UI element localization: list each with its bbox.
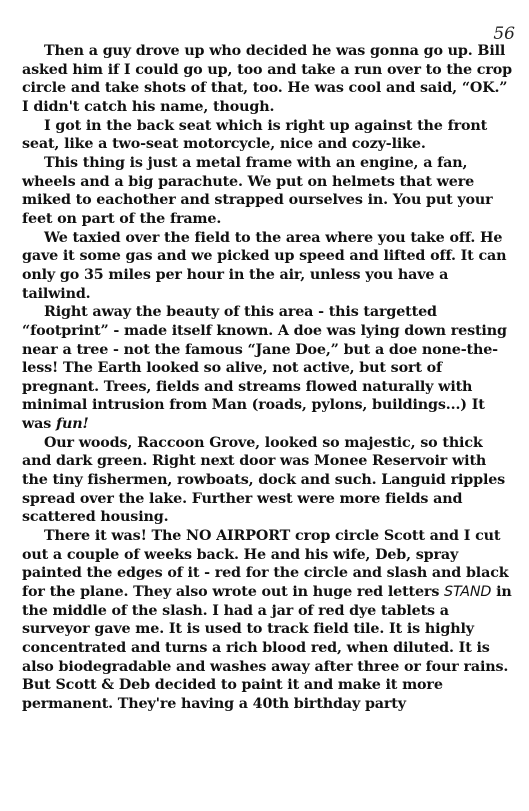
emphasis-stand: STAND [444,584,492,601]
page-number: 56 [493,24,515,44]
paragraph-beauty-of-area [22,303,512,434]
paragraph-metal-frame: This thing is just a metal frame with an engine, a fan, wheels and a big parachute. We put on helmets that were miked to eachother and strapped ourselves in. You put your feet on part of the frame. [22,154,493,227]
paragraph-raccoon-grove: Our woods, Raccoon Grove, looked so majestic, so thick and dark green. Right next door was Monee Reservoir with the tiny fishermen, rowboats, dock and such. Languid ripples spread over the lake. Further west were more fields and scattered housing. [22,434,506,526]
paragraph-takeoff: We taxied over the field to the area where you take off. He gave it some gas and we picked up speed and lifted off. It can only go 35 miles per hour in the air, unless you have a tailwind. [22,229,507,302]
body-text [22,42,512,714]
paragraph-circle-tail: in the middle of the slash. I had a jar of red dye tablets a surveyor gave me. It is used to track field tile. It is highly concentrated and turns a rich blood red, when diluted. It is also biodegradable and washes away after three or four rains. But Scott & Deb decided to paint it and make it more permanent. They're having a 40th birthday party [22,584,512,712]
paragraph-no-airport-circle [22,527,512,714]
paragraph-back-seat: I got in the back seat which is right up against the front seat, like a two-seat motorcycle, nice and cozy-like. [22,117,488,153]
paragraph-helper-arrives: Then a guy drove up who decided he was gonna go up. Bill asked him if I could go up, too and take a run over to the crop circle and take shots of that, too. He was cool and said, “OK.” I didn't catch his name, though. [22,43,512,115]
emphasis-fun: fun! [56,416,89,433]
paragraph-beauty-text: Right away the beauty of this area - this targetted “footprint” - made itself known. A doe was lying down resting near a tree - not the famous “Jane Doe,” but a doe none-the-less! The Earth looked so alive, not active, but sort of pregnant. Trees, fields and streams flowed naturally with minimal intrusion from Man (roads, pylons, buildings...) It was [22,304,507,433]
paragraph-circle-text: There it was! The NO AIRPORT crop circle Scott and I cut out a couple of weeks back. He and his wife, Deb, spray painted the edges of it - red for the circle and slash and black for the plane. They also wrote out in huge red letters [22,528,509,601]
